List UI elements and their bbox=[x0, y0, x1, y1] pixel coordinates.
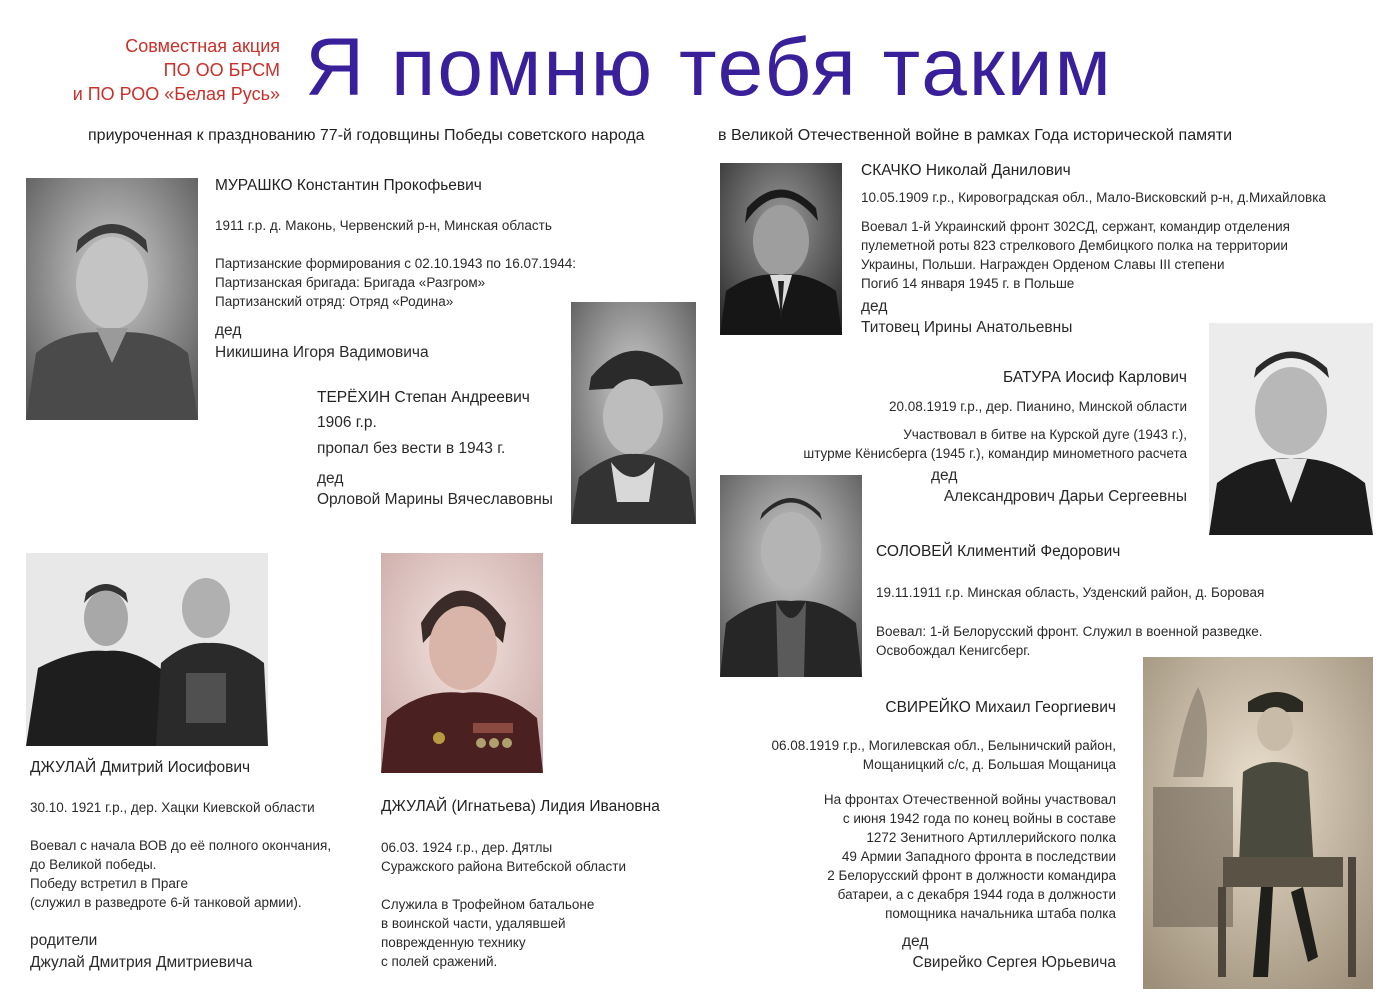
murashko-service-1: Партизанские формирования с 02.10.1943 по 16.07.1944: bbox=[215, 256, 577, 271]
dzhulay-dmitriy-birth: 30.10. 1921 г.р., дер. Хацки Киевской области bbox=[30, 800, 315, 815]
svireyko-service-1: На фронтах Отечественной войны участвовал bbox=[823, 792, 1116, 807]
dzhulay-lidiya-birth-1: 06.03. 1924 г.р., дер. Дятлы bbox=[381, 840, 553, 855]
skachko-service-1: Воевал 1-й Украинский фронт 302СД, сержант, командир отделения bbox=[861, 219, 1290, 234]
solovey-service-2: Освобождал Кенигсберг. bbox=[876, 643, 1031, 658]
terekhin-name: ТЕРЁХИН Степан Андреевич bbox=[317, 389, 530, 406]
murashko-photo bbox=[26, 178, 198, 420]
svireyko-birth-1: 06.08.1919 г.р., Могилевская обл., Белыничский район, bbox=[771, 738, 1116, 753]
solovey-service-1: Воевал: 1-й Белорусский фронт. Служил в военной разведке. bbox=[876, 624, 1263, 639]
dzhulay-lidiya-photo bbox=[381, 553, 543, 773]
skachko-service-4: Погиб 14 января 1945 г. в Польше bbox=[861, 276, 1075, 291]
murashko-service-3: Партизанский отряд: Отряд «Родина» bbox=[215, 294, 454, 309]
dzhulay-lidiya-service-1: Служила в Трофейном батальоне bbox=[381, 897, 595, 912]
skachko-relative: Титовец Ирины Анатольевны bbox=[861, 319, 1073, 336]
terekhin-fate: пропал без вести в 1943 г. bbox=[317, 440, 506, 457]
organizers-line-2: ПО ОО БРСМ bbox=[163, 60, 280, 80]
svireyko-service-4: 49 Армии Западного фронта в последствии bbox=[841, 849, 1116, 864]
dzhulay-lidiya-service-2: в воинской части, удалявшей bbox=[381, 916, 566, 931]
batura-relation: дед bbox=[931, 467, 958, 484]
batura-birth: 20.08.1919 г.р., дер. Пианино, Минской области bbox=[888, 399, 1187, 414]
dzhulay-dmitriy-photo bbox=[26, 553, 268, 746]
skachko-service-3: Украины, Польши. Награжден Орденом Славы III степени bbox=[861, 257, 1225, 272]
page-title: Я помню тебя таким bbox=[305, 22, 1113, 113]
dzhulay-dmitriy-service-3: Победу встретил в Праге bbox=[30, 876, 189, 891]
dzhulay-dmitriy-relative: Джулай Дмитрия Дмитриевича bbox=[30, 954, 253, 971]
terekhin-birth: 1906 г.р. bbox=[317, 414, 377, 431]
solovey-photo bbox=[720, 475, 862, 677]
dzhulay-dmitriy-service-1: Воевал с начала ВОВ до её полного окончания, bbox=[30, 838, 332, 853]
dzhulay-lidiya-service-3: поврежденную технику bbox=[381, 935, 526, 950]
svireyko-photo bbox=[1143, 657, 1373, 989]
batura-service-1: Участвовал в битве на Курской дуге (1943 г.), bbox=[903, 427, 1187, 442]
batura-service-2: штурме Кёнисберга (1945 г.), командир минометного расчета bbox=[803, 446, 1187, 461]
subtitle-right: в Великой Отечественной войне в рамках Года исторической памяти bbox=[718, 127, 1233, 144]
dzhulay-lidiya-birth-2: Суражского района Витебской области bbox=[381, 859, 626, 874]
skachko-service-2: пулеметной роты 823 стрелкового Дембицкого полка на территории bbox=[861, 238, 1288, 253]
organizers-line-1: Совместная акция bbox=[125, 36, 280, 56]
subtitle-left: приуроченная к празднованию 77-й годовщины Победы советского народа bbox=[88, 127, 645, 144]
murashko-service-2: Партизанская бригада: Бригада «Разгром» bbox=[215, 275, 486, 290]
organizers-line-3: и ПО РОО «Белая Русь» bbox=[72, 84, 280, 104]
svireyko-relative: Свирейко Сергея Юрьевича bbox=[912, 954, 1116, 971]
dzhulay-dmitriy-service-4: (служил в разведроте 6-й танковой армии). bbox=[30, 895, 302, 910]
solovey-birth: 19.11.1911 г.р. Минская область, Узденский район, д. Боровая bbox=[876, 585, 1265, 600]
svireyko-name: СВИРЕЙКО Михаил Георгиевич bbox=[885, 699, 1116, 716]
svireyko-service-2: с июня 1942 года по конец войны в составе bbox=[842, 811, 1116, 826]
skachko-birth: 10.05.1909 г.р., Кировоградская обл., Мало-Висковский р-н, д.Михайловка bbox=[861, 190, 1326, 205]
terekhin-relation: дед bbox=[317, 470, 344, 487]
svireyko-service-3: 1272 Зенитного Артиллерийского полка bbox=[866, 830, 1116, 845]
svireyko-relation: дед bbox=[902, 933, 929, 950]
dzhulay-lidiya-name: ДЖУЛАЙ (Игнатьева) Лидия Ивановна bbox=[381, 798, 660, 815]
svireyko-service-5: 2 Белорусский фронт в должности командира bbox=[827, 868, 1116, 883]
batura-photo bbox=[1209, 323, 1373, 535]
batura-relative: Александрович Дарьи Сергеевны bbox=[943, 488, 1187, 505]
skachko-relation: дед bbox=[861, 298, 888, 315]
svireyko-service-6: батареи, а с декабря 1944 года в должности bbox=[837, 887, 1116, 902]
organizers-block bbox=[0, 34, 280, 106]
solovey-name: СОЛОВЕЙ Климентий Федорович bbox=[876, 543, 1121, 560]
skachko-photo bbox=[720, 163, 842, 335]
murashko-relation: дед bbox=[215, 322, 242, 339]
dzhulay-dmitriy-service-2: до Великой победы. bbox=[30, 857, 157, 872]
murashko-birth: 1911 г.р. д. Маконь, Червенский р-н, Минская область bbox=[215, 218, 552, 233]
batura-name: БАТУРА Иосиф Карлович bbox=[1003, 369, 1187, 386]
skachko-name: СКАЧКО Николай Данилович bbox=[861, 162, 1071, 179]
dzhulay-dmitriy-name: ДЖУЛАЙ Дмитрий Иосифович bbox=[30, 759, 251, 776]
svireyko-birth-2: Мощаницкий с/с, д. Большая Мощаница bbox=[862, 757, 1116, 772]
dzhulay-lidiya-service-4: с полей сражений. bbox=[381, 954, 498, 969]
dzhulay-dmitriy-relation: родители bbox=[30, 932, 98, 949]
terekhin-photo bbox=[571, 302, 696, 524]
murashko-relative: Никишина Игоря Вадимовича bbox=[215, 344, 429, 361]
svireyko-service-7: помощника начальника штаба полка bbox=[885, 906, 1116, 921]
murashko-name: МУРАШКО Константин Прокофьевич bbox=[215, 177, 482, 194]
terekhin-relative: Орловой Марины Вячеславовны bbox=[317, 491, 553, 508]
